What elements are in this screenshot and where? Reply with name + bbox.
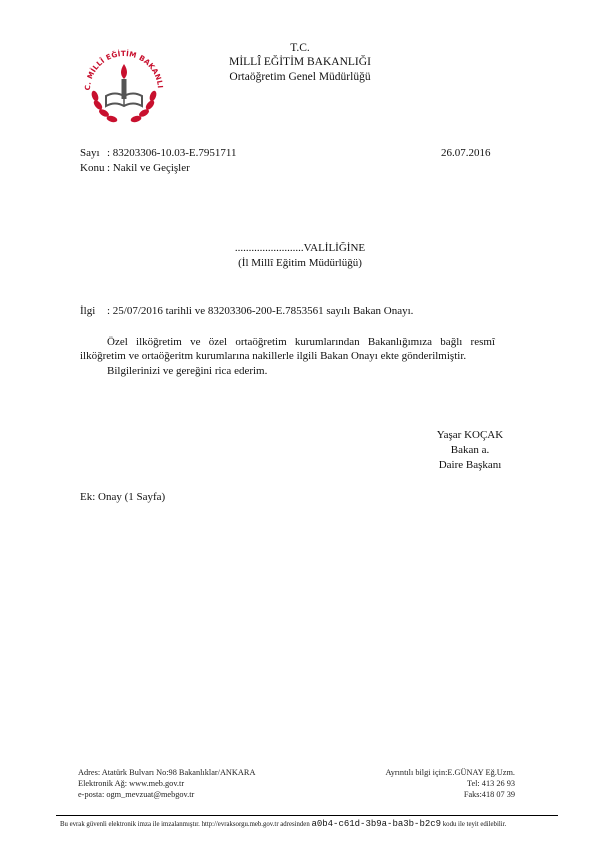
header-tc: T.C. (290, 42, 310, 54)
footer-divider (56, 815, 558, 816)
signatory-position: Daire Başkanı (438, 459, 502, 471)
signatory-name: Yaşar KOÇAK (436, 429, 504, 441)
recipient-line: .........................VALİLİĞİNE (234, 242, 366, 254)
closing-sentence: Bilgilerinizi ve gereğini rica ederim. (107, 365, 268, 377)
verification-code: a0b4-c61d-3b9a-ba3b-b2c9 (311, 819, 442, 829)
verification-suffix: kodu ile teyit edilebilir. (442, 821, 507, 828)
footer-email: e-posta: ogm_mevzuat@mebgov.tr (78, 790, 195, 799)
recipient-sub: (İl Millî Eğitim Müdürlüğü) (238, 257, 362, 269)
header-directorate: Ortaöğretim Genel Müdürlüğü (229, 71, 371, 83)
ilgi-label: İlgi (80, 305, 96, 317)
body-paragraph: Özel ilköğretim ve özel ortaöğretim kurumlarından Bakanlığımıza bağlı resmî ilköğretim ve ortaöğeritm kurumlarına nakillerle ilgili Bakan Onayı ekte gönderilmiştir. (80, 336, 495, 362)
ilgi-value: : 25/07/2016 tarihli ve 83203306-200-E.7853561 sayılı Bakan Onayı. (107, 305, 414, 317)
attachment-note: Ek: Onay (1 Sayfa) (80, 491, 166, 503)
konu-value: : Nakil ve Geçişler (107, 162, 190, 174)
sayi-label: Sayı (80, 147, 100, 159)
header-ministry: MİLLÎ EĞİTİM BAKANLIĞI (229, 56, 371, 68)
footer-web: Elektronik Ağ: www.meb.gov.tr (78, 779, 185, 788)
footer-fax: Faks:418 07 39 (463, 790, 515, 799)
footer-tel: Tel: 413 26 93 (466, 779, 515, 788)
verification-notice (60, 819, 506, 829)
verification-prefix: Bu evrak güvenli elektronik imza ile imzalanmıştır. http://evraksorgu.meb.gov.tr adresinden (60, 821, 310, 828)
document-date: 26.07.2016 (441, 147, 491, 159)
logo-arc-text: C. MİLLÎ EĞİTİM BAKANLI (82, 48, 165, 91)
sayi-value: : 83203306-10.03-E.7951711 (107, 147, 237, 159)
footer-contact: Ayrıntılı bilgi için:E.GÜNAY Eğ.Uzm. (385, 768, 515, 777)
konu-label: Konu (80, 162, 105, 174)
signatory-title: Bakan a. (450, 444, 490, 456)
footer-address: Adres: Atatürk Bulvarı No:98 Bakanlıklar/ANKARA (78, 768, 256, 777)
